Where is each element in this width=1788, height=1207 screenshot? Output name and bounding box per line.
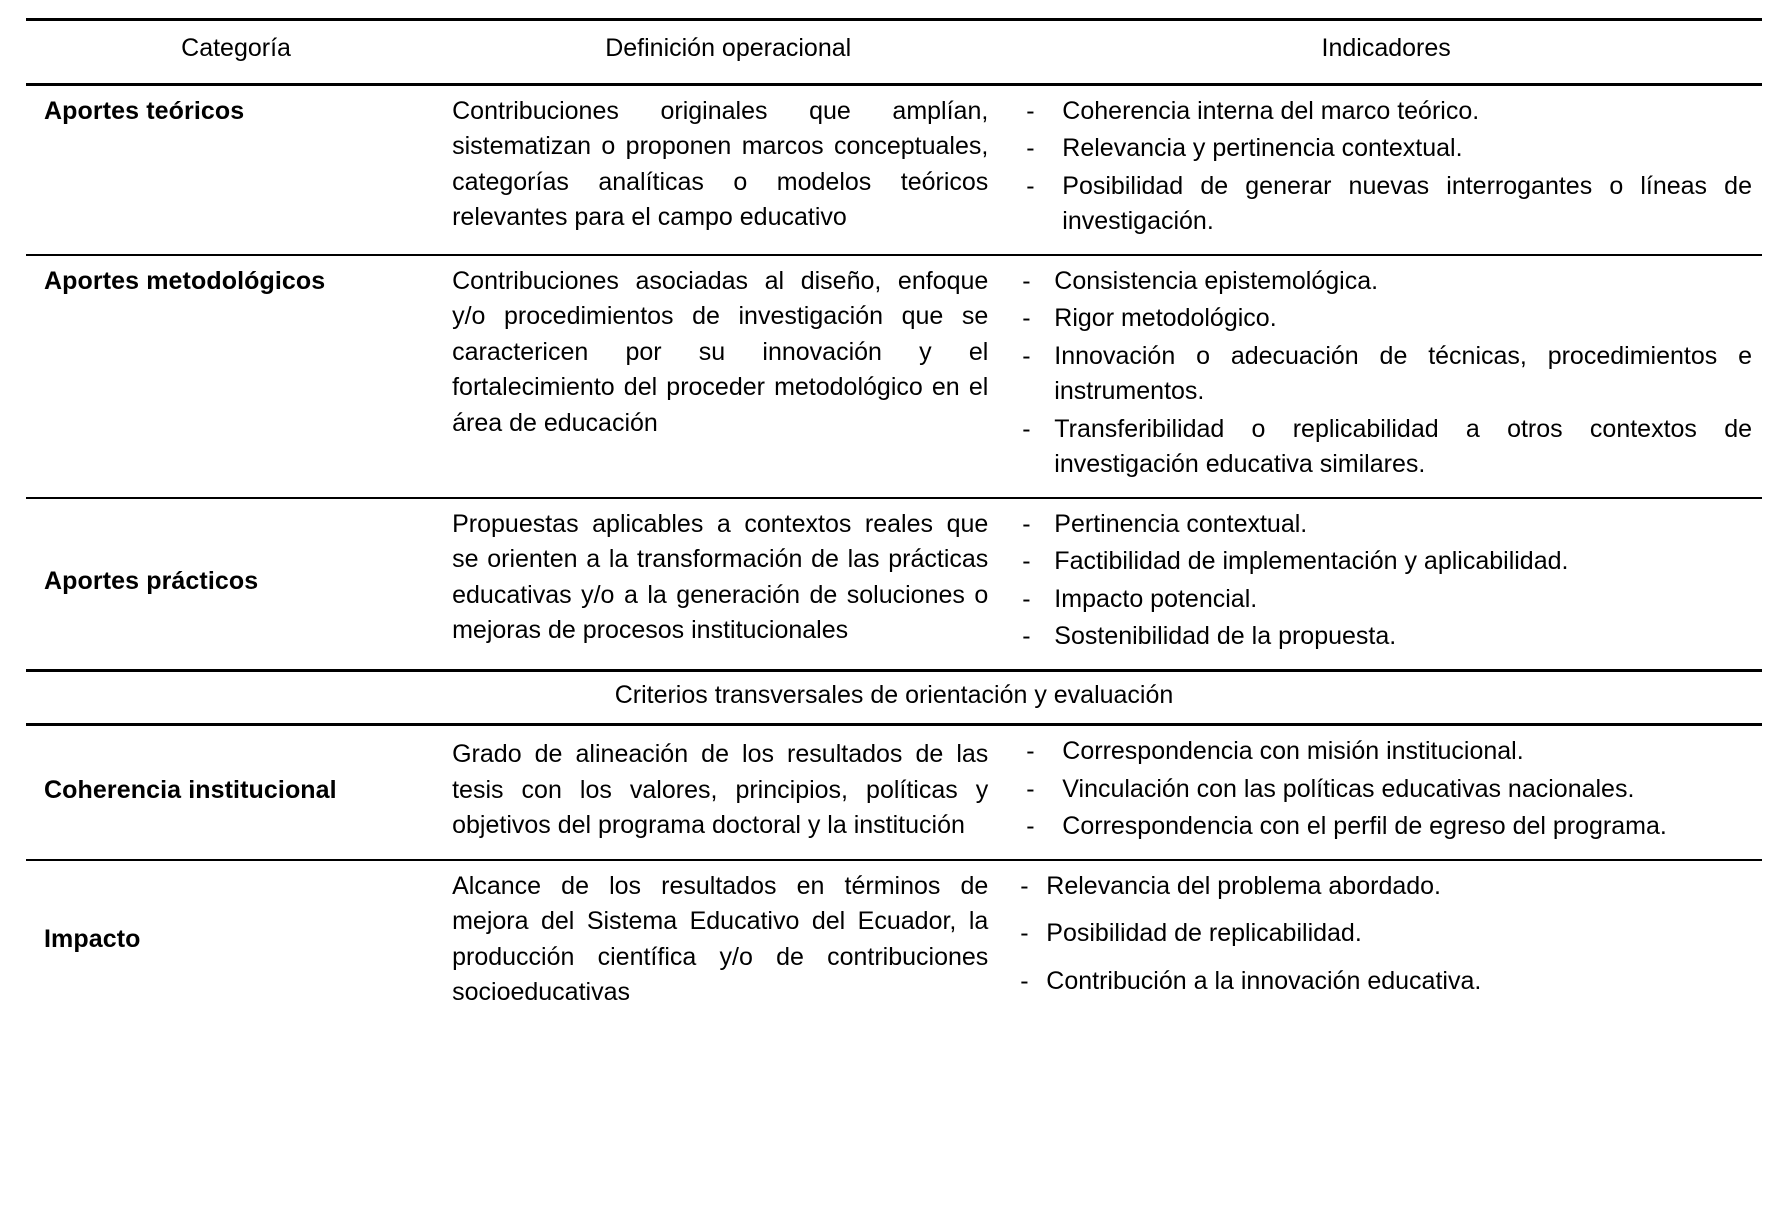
indicator-list (1020, 734, 1752, 845)
list-item (1020, 582, 1752, 618)
list-item (1020, 772, 1752, 808)
indicator-text: Pertinencia contextual. (1054, 509, 1308, 538)
row-category: Impacto (44, 925, 141, 953)
row-indicators (1010, 725, 1762, 860)
list-item (1020, 734, 1752, 770)
column-header-definicion: Definición operacional (446, 20, 1010, 85)
bullet-dash-icon: - (1022, 547, 1031, 575)
table-header (26, 20, 1762, 85)
bullet-dash-icon: - (1026, 171, 1035, 200)
row-indicators (1010, 498, 1762, 671)
list-item (1020, 301, 1752, 337)
bullet-dash-icon: - (1026, 134, 1035, 162)
table-row (26, 84, 1762, 255)
row-category: Aportes prácticos (26, 498, 446, 671)
bullet-dash-icon: - (1022, 304, 1031, 332)
indicator-text: Rigor metodológico. (1054, 304, 1277, 332)
indicator-text: Factibilidad de implementación y aplicabilidad. (1054, 547, 1569, 575)
indicator-text: Contribución a la innovación educativa. (1046, 966, 1482, 995)
list-item (1020, 544, 1752, 580)
list-item (1020, 869, 1752, 905)
list-item (1020, 619, 1752, 655)
list-item (1020, 169, 1752, 240)
bullet-dash-icon: - (1022, 584, 1031, 613)
indicator-text: Transferibilidad o replicabilidad a otros contextos de investigación educativa similares. (1054, 414, 1752, 478)
table-row (26, 860, 1762, 1024)
bullet-dash-icon: - (1026, 737, 1035, 765)
table-header-row (26, 20, 1762, 85)
bullet-dash-icon: - (1022, 622, 1031, 650)
row-indicators (1010, 255, 1762, 498)
column-header-categoria: Categoría (26, 20, 446, 85)
bullet-dash-icon: - (1026, 96, 1035, 125)
row-indicators (1010, 84, 1762, 255)
section-band-label: Criterios transversales de orientación y evaluación (26, 670, 1762, 725)
table-body (26, 84, 1762, 1023)
list-item (1020, 339, 1752, 410)
bullet-dash-icon: - (1022, 509, 1031, 538)
row-definition: Grado de alineación de los resultados de las tesis con los valores, principios, políticas y objetivos del programa doctoral y la institución (446, 725, 1010, 860)
indicator-text: Innovación o adecuación de técnicas, procedimientos e instrumentos. (1054, 341, 1752, 405)
indicator-text: Relevancia y pertinencia contextual. (1062, 134, 1463, 162)
list-item (1020, 131, 1752, 167)
indicator-list (1020, 507, 1752, 655)
bullet-dash-icon: - (1026, 812, 1035, 840)
bullet-dash-icon: - (1022, 414, 1031, 443)
indicator-list (1020, 869, 1752, 1000)
indicator-text: Posibilidad de generar nuevas interrogantes o líneas de investigación. (1062, 171, 1752, 235)
list-item (1020, 964, 1752, 1000)
row-definition: Contribuciones asociadas al diseño, enfoque y/o procedimientos de investigación que se caractericen por su innovación y el fortalecimiento del proceder metodológico en el área de educación (446, 255, 1010, 498)
row-definition: Contribuciones originales que amplían, sistematizan o proponen marcos conceptuales, categorías analíticas o modelos teóricos relevantes para el campo educativo (446, 84, 1010, 255)
indicator-text: Sostenibilidad de la propuesta. (1054, 622, 1397, 650)
row-category: Aportes metodológicos (26, 255, 446, 498)
list-item (1020, 264, 1752, 300)
indicator-text: Consistencia epistemológica. (1054, 266, 1379, 295)
table-row (26, 255, 1762, 498)
bullet-dash-icon: - (1020, 871, 1029, 900)
list-item (1020, 809, 1752, 845)
criteria-table (26, 18, 1762, 1023)
row-definition: Alcance de los resultados en términos de mejora del Sistema Educativo del Ecuador, la producción científica y/o de contribuciones socioeducativas (452, 871, 989, 1006)
table-row (26, 498, 1762, 671)
bullet-dash-icon: - (1020, 966, 1029, 995)
indicator-text: Correspondencia con misión institucional. (1062, 737, 1524, 765)
list-item (1020, 412, 1752, 483)
list-item (1020, 916, 1752, 952)
bullet-dash-icon: - (1022, 341, 1031, 370)
row-indicators (1010, 860, 1762, 1024)
indicator-list (1020, 94, 1752, 240)
indicator-text: Posibilidad de replicabilidad. (1046, 919, 1362, 947)
column-header-indicadores: Indicadores (1010, 20, 1762, 85)
bullet-dash-icon: - (1020, 919, 1029, 947)
indicator-text: Impacto potencial. (1054, 584, 1258, 613)
indicator-text: Coherencia interna del marco teórico. (1062, 96, 1480, 125)
row-definition: Propuestas aplicables a contextos reales que se orienten a la transformación de las prácticas educativas y/o a la generación de soluciones o mejoras de procesos institucionales (446, 498, 1010, 671)
section-band-row (26, 670, 1762, 725)
list-item (1020, 94, 1752, 130)
indicator-text: Vinculación con las políticas educativas nacionales. (1062, 774, 1635, 803)
indicator-text: Relevancia del problema abordado. (1046, 871, 1441, 900)
indicator-list (1020, 264, 1752, 483)
bullet-dash-icon: - (1026, 774, 1035, 803)
table-row (26, 725, 1762, 860)
bullet-dash-icon: - (1022, 266, 1031, 295)
row-category: Aportes teóricos (26, 84, 446, 255)
list-item (1020, 507, 1752, 543)
row-category: Coherencia institucional (26, 725, 446, 860)
indicator-text: Correspondencia con el perfil de egreso del programa. (1062, 812, 1667, 840)
